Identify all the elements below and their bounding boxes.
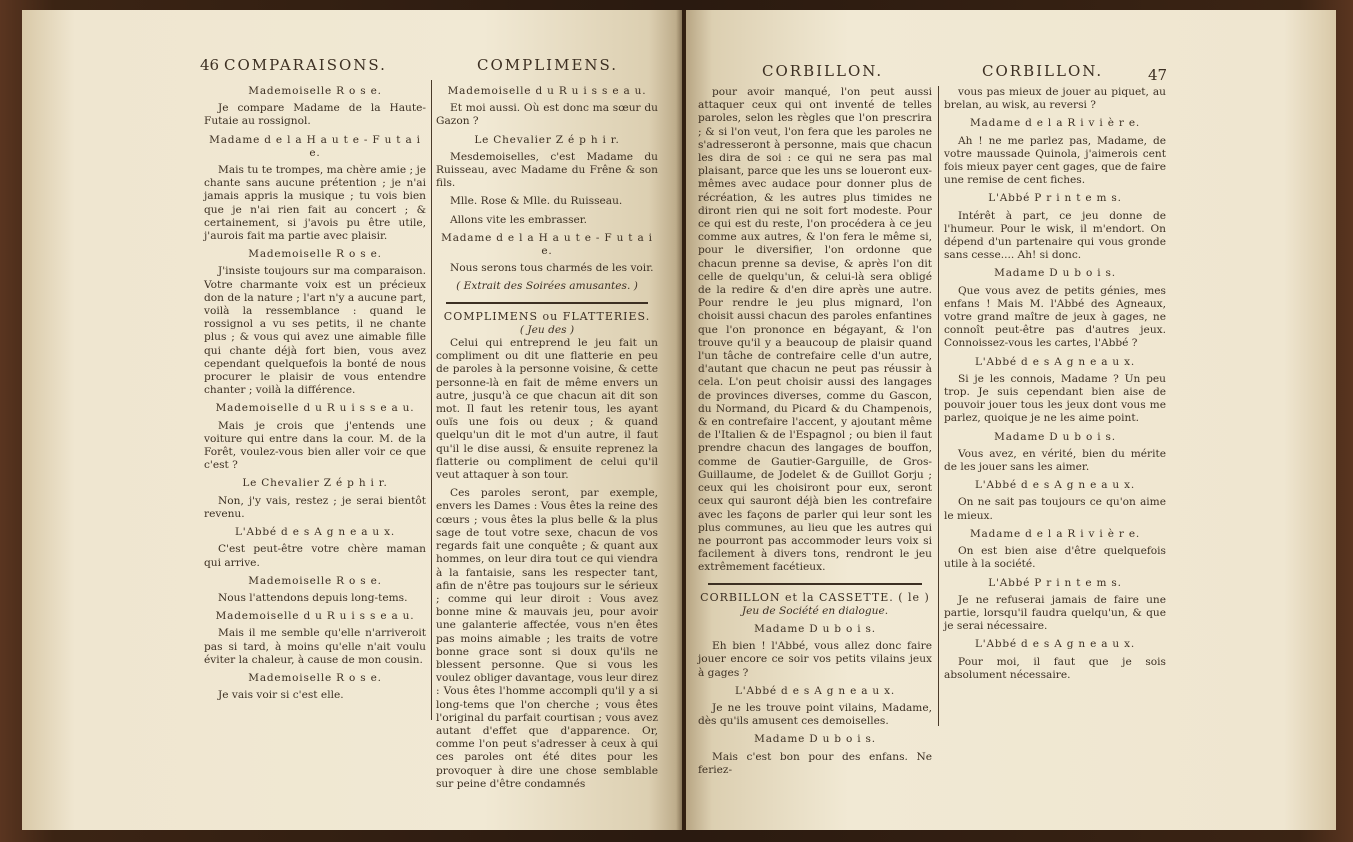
paragraph: Je ne refuserai jamais de faire une partie, lorsqu'il faudra quelqu'un, & que je serai nécessaire. — [944, 593, 1166, 633]
speaker-name: L'Abbé d e s A g n e a u x. — [975, 479, 1135, 492]
speaker-name: Mademoiselle d u R u i s s e a u. — [215, 402, 415, 415]
paragraph: pour avoir manqué, l'on peut aussi attaquer ceux qui ont inventé de telles paroles, selon les règles que l'on prescrira ; & si l'on veut, l'on fera que les paroles ne s'adresseront à personne, mais que chacun les dira de soi : ce qui ne sera pas mal plaisant, parce que les uns se loueront eux-mêmes avec audace pour donner plus de récréation, & les autres plus timides ne diront rien qui ne soit fort modeste. Pour ce qui est du reste, l'on procédera à ce jeu comme aux autres, & l'on fera le même si, pour le diversifier, l'on ordonne que chacun prenne sa devise, & après l'on dit celle de quelqu'un, & celui-là sera obligé de la redire & d'en dire après une autre. Pour rendre le jeu plus mignard, l'on choisit aussi chacun des paroles enfantines que l'on prononce en bégayant, & l'on trouve qu'il y a beaucoup de plaisir quand l'un tâche de contrefaire celle d'un autre, d'autant que chacun ne peut pas réussir à cela. L'on peut choisir aussi des langages de provinces diverses, comme du Gascon, du Normand, du Picard & du Champenois, & en contrefaire l'accent, y ajoutant même de l'Italien & de l'Espagnol ; ou bien il faut prendre chacun des langages de bouffon, comme de Gautier-Garguille, de Gros-Guillaume, de Jodelet & de Guillot Gorju ; ceux qui les choisiront pour eux, seront ceux qui sauront déjà bien les contrefaire avec les façons de parler qui leur sont les plus communes, au lieu que les autres qui ne pourront pas accommoder leurs voix si facilement à divers tons, rendront le jeu extrêmement facétieux. — [698, 86, 932, 574]
speaker-name: Mademoiselle d u R u i s s e a u. — [215, 610, 415, 623]
italic-note: ( Extrait des Soirées amusantes. ) — [456, 280, 638, 293]
text-column — [698, 86, 932, 782]
page-number: 46 — [200, 56, 220, 74]
speaker-name: Mademoiselle R o s e. — [248, 574, 382, 587]
paragraph: Eh bien ! l'Abbé, vous allez donc faire jouer encore ce soir vos petits vilains jeux à gages ? — [698, 640, 932, 679]
paragraph: vous pas mieux de jouer au piquet, au brelan, au wisk, au reversi ? — [944, 86, 1166, 112]
paragraph: Mesdemoiselles, c'est Madame du Ruisseau, avec Madame du Frêne & son fils. — [436, 150, 658, 190]
paragraph: Mlle. Rose & Mlle. du Ruisseau. — [450, 195, 623, 208]
paragraph: Ah ! ne me parlez pas, Madame, de votre maussade Quinola, j'aimerois cent fois mieux payer cent gages, que de faire une remise de cent fiches. — [944, 134, 1166, 187]
paragraph: Nous l'attendons depuis long-tems. — [218, 591, 408, 604]
italic-note: Jeu de Société en dialogue. — [741, 604, 889, 617]
paragraph: Nous serons tous charmés de les voir. — [450, 262, 654, 275]
speaker-name: Madame D u b o i s. — [994, 430, 1116, 443]
paragraph: Pour moi, il faut que je sois absolument nécessaire. — [944, 655, 1166, 681]
speaker-name: Madame d e l a R i v i è r e. — [970, 117, 1140, 130]
speaker-name: Le Chevalier Z é p h i r. — [242, 477, 388, 490]
section-title: COMPLIMENS ou FLATTERIES. — [443, 309, 651, 323]
page-number: 47 — [1148, 66, 1168, 84]
speaker-name: Madame D u b o i s. — [754, 733, 876, 746]
paragraph: Je ne les trouve point vilains, Madame, dès qu'ils amusent ces demoiselles. — [698, 701, 932, 728]
paragraph: Ces paroles seront, par exemple, envers les Dames : Vous êtes la reine des cœurs ; vous êtes la plus belle & la plus sage de tout votre sexe, chacun de vos regards fait une conquête ; & quant aux hommes, on leur dira tout ce qui viendra à la fantaisie, sans les respecter tant, afin de n'être pas toujours sur le sérieux ; comme qui leur diroit : Vous avez bonne mine & mauvais jeu, pour avoir une galanterie affectée, vous n'en êtes pas moins aimable ; les traits de votre bonne grace sont si doux qu'ils ne blessent personne. Que si vous les voulez obliger davantage, vous leur direz : Vous êtes l'homme accompli qu'il y a si long-tems que l'on cherche ; vous êtes l'original du parfait courtisan ; vous avez autant d'effet que d'apparence. Or, comme l'on peut s'adresser à ceux à qui ces paroles ont été dites pour les provoquer à dire une chose semblable sur peine d'être condamnés — [436, 487, 658, 790]
speaker-name: Madame D u b o i s. — [754, 622, 876, 635]
text-column — [944, 86, 1166, 687]
section-rule — [446, 302, 648, 304]
speaker-name: Mademoiselle d u R u i s s e a u. — [447, 85, 647, 97]
column-rule — [431, 80, 432, 720]
running-head: COMPARAISONS. — [224, 56, 387, 74]
speaker-name: L'Abbé d e s A g n e a u x. — [235, 526, 395, 539]
paragraph: Celui qui entreprend le jeu fait un compliment ou dit une flatterie en peu de paroles à la personne voisine, & cette personne-là en fait de même envers un autre, jusqu'à ce que chacun ait dit son mot. Il faut les retenir tous, les ayant ouïs une fois ou deux ; & quand quelqu'un dit le mot d'un autre, il faut qu'il le dise aussi, & ensuite reprenez la flatterie ou compliment de celui qu'il veut attaquer à son tour. — [436, 337, 658, 482]
speaker-name: Mademoiselle R o s e. — [248, 85, 382, 97]
text-column — [436, 80, 658, 796]
paragraph: On est bien aise d'être quelquefois utile à la société. — [944, 545, 1166, 571]
section-title: CORBILLON et la CASSETTE. ( le ) — [700, 590, 930, 604]
paragraph: On ne sait pas toujours ce qu'on aime le mieux. — [944, 496, 1166, 522]
paragraph: Allons vite les embrasser. — [450, 213, 588, 226]
speaker-name: L'Abbé d e s A g n e a u x. — [735, 684, 895, 697]
paragraph: Si je les connois, Madame ? Un peu trop. Je suis cependant bien aise de pouvoir jouer tous les jeux dont vous me parlez, quoique je ne les aime point. — [944, 372, 1166, 425]
paragraph: Mais tu te trompes, ma chère amie ; je chante sans aucune prétention ; je n'ai jamais appris la musique ; tu vois bien que je n'ai rien fait au concert ; & certainement, si j'avois pu être utile, j'aurois fait ma partie avec plaisir. — [204, 164, 426, 243]
paragraph: Intérêt à part, ce jeu donne de l'humeur. Pour le wisk, il m'endort. On dépend d'un partenaire qui vous gronde sans cesse.... Ah! si donc. — [944, 209, 1166, 262]
italic-note: ( Jeu des ) — [519, 323, 575, 336]
speaker-name: L'Abbé P r i n t e m s. — [988, 192, 1122, 205]
speaker-name: L'Abbé d e s A g n e a u x. — [975, 355, 1135, 368]
speaker-name: Mademoiselle R o s e. — [248, 248, 382, 261]
speaker-name: Madame d e l a R i v i è r e. — [970, 527, 1140, 540]
speaker-name: Madame d e l a H a u t e - F u t a i e. — [441, 231, 653, 258]
right-page — [686, 10, 1336, 830]
speaker-name: Le Chevalier Z é p h i r. — [474, 133, 620, 146]
paragraph: Mais je crois que j'entends une voiture qui entre dans la cour. M. de la Forêt, voulez-vous bien aller voir ce que c'est ? — [204, 419, 426, 472]
speaker-name: Mademoiselle R o s e. — [248, 671, 382, 684]
paragraph: C'est peut-être votre chère maman qui arrive. — [204, 543, 426, 569]
speaker-name: Madame D u b o i s. — [994, 267, 1116, 280]
running-head: CORBILLON. — [982, 62, 1104, 80]
paragraph: J'insiste toujours sur ma comparaison. Votre charmante voix est un précieux don de la nature ; l'art n'y a aucune part, voilà la ressemblance : quand le rossignol a vu ses petits, il ne chante plus ; & vous qui avez une aimable fille qui chante déjà fort bien, vous avez cependant quelquefois la bonté de nous procurer le plaisir de vous entendre chanter ; voilà la différence. — [204, 265, 426, 397]
speaker-name: Madame d e l a H a u t e - F u t a i e. — [209, 133, 421, 159]
paragraph: Non, j'y vais, restez ; je serai bientôt revenu. — [204, 494, 426, 520]
paragraph: Je vais voir si c'est elle. — [218, 689, 344, 702]
text-column — [204, 80, 426, 707]
speaker-name: L'Abbé d e s A g n e a u x. — [975, 638, 1135, 651]
running-head: COMPLIMENS. — [477, 56, 619, 74]
paragraph: Mais il me semble qu'elle n'arriveroit pas si tard, à moins qu'elle n'ait voulu éviter la chaleur, à cause de mon cousin. — [204, 627, 426, 666]
paragraph: Vous avez, en vérité, bien du mérite de les jouer sans les aimer. — [944, 447, 1166, 474]
section-rule — [708, 583, 922, 585]
running-head: CORBILLON. — [762, 62, 884, 80]
speaker-name: L'Abbé P r i n t e m s. — [988, 576, 1122, 589]
paragraph: Mais c'est bon pour des enfans. Ne feriez- — [698, 750, 932, 776]
paragraph: Et moi aussi. Où est donc ma sœur du Gazon ? — [436, 102, 658, 128]
paragraph: Je compare Madame de la Haute-Futaie au rossignol. — [204, 102, 426, 128]
left-page — [22, 10, 682, 830]
paragraph: Que vous avez de petits génies, mes enfans ! Mais M. l'Abbé des Agneaux, votre grand maître de jeux à gages, ne connoît peut-être pas d'autres jeux. Connoissez-vous les cartes, l'Abbé ? — [944, 284, 1166, 350]
column-rule — [938, 86, 939, 726]
